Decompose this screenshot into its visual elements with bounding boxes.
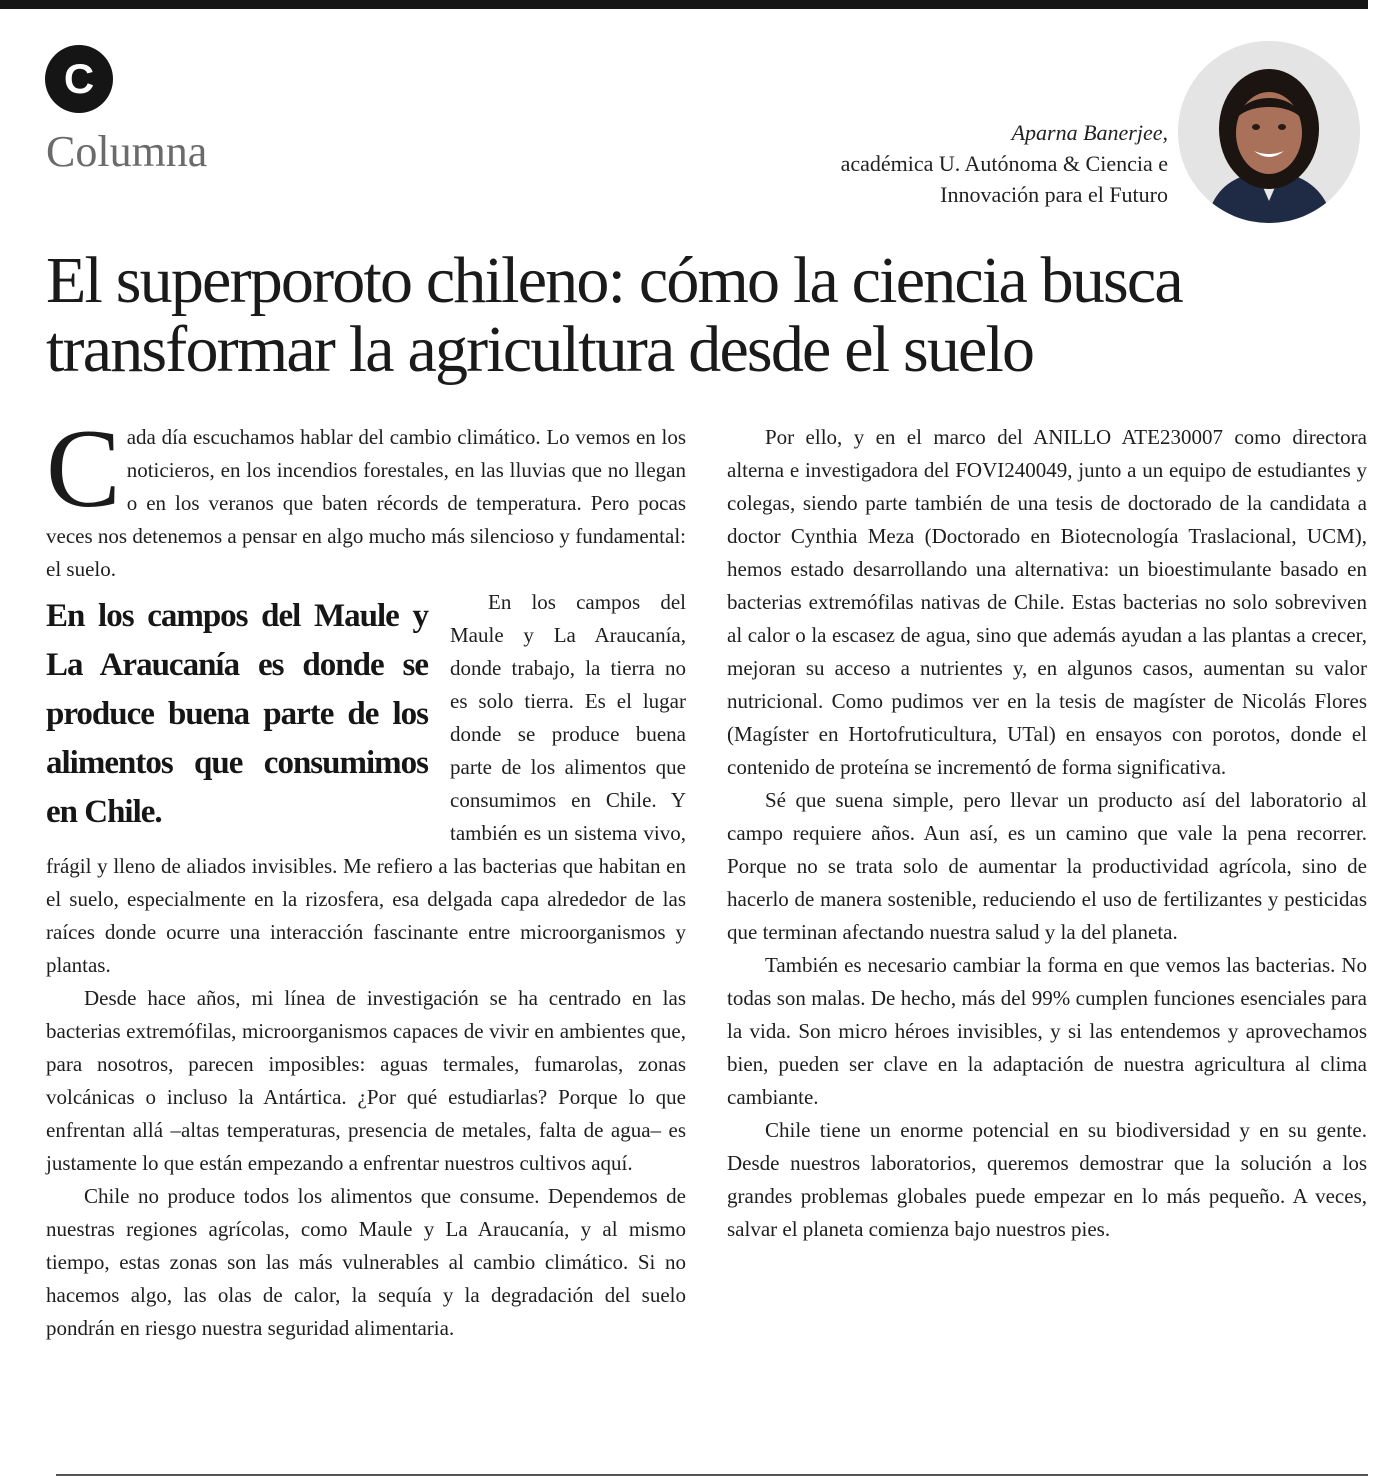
section-label: Columna — [46, 127, 208, 176]
article-column-left — [46, 407, 686, 1345]
author-photo — [1178, 41, 1360, 223]
author-role-line1: académica U. Autónoma & Ciencia e — [840, 151, 1168, 176]
paragraph-7: También es necesario cambiar la forma en que vemos las bacterias. No todas son malas. De hecho, más del 99% cumplen funciones esenciales para la vida. Son micro héroes invisibles, y si las entendemos y aprovechamos bien, pueden ser clave en la adaptación de nuestra agricultura al clima cambiante. — [727, 953, 1367, 1109]
drop-cap: C — [46, 407, 121, 531]
section-badge — [45, 45, 113, 113]
bottom-rule — [56, 1474, 1368, 1476]
paragraph-1 — [46, 407, 686, 586]
paragraph-6: Sé que suena simple, pero llevar un producto así del laboratorio al campo requiere años. Aun así, es un camino que vale la pena recorrer. Porque no se trata solo de aumentar la productividad agrícola, sino de hacerlo de manera sostenible, reduciendo el uso de fertilizantes y pesticidas que terminan afectando nuestra salud y la del planeta. — [727, 788, 1367, 944]
author-byline — [841, 117, 1168, 210]
author-name: Aparna Banerjee, — [1011, 120, 1168, 145]
article-column-right — [727, 421, 1367, 1246]
paragraph-8: Chile tiene un enorme potencial en su biodiversidad y en su gente. Desde nuestros laboratorios, queremos demostrar que la solución a los grandes problemas globales puede empezar en lo más pequeño. A veces, salvar el planeta comienza bajo nuestros pies. — [727, 1118, 1367, 1241]
paragraph-3: Desde hace años, mi línea de investigación se ha centrado en las bacterias extremófilas, microorganismos capaces de vivir en ambientes que, para nosotros, parecen imposibles: aguas termales, fumarolas, zonas volcánicas o incluso la Antártica. ¿Por qué estudiarlas? Porque lo que enfrentan allá –altas temperaturas, presencia de metales, falta de agua– es justamente lo que están empezando a enfrentar nuestros cultivos aquí. — [46, 986, 686, 1175]
paragraph-5: Por ello, y en el marco del ANILLO ATE230007 como directora alterna e investigadora del FOVI240049, junto a un equipo de estudiantes y colegas, siendo parte también de una tesis de doctorado de la candidata a doctor Cynthia Meza (Doctorado en Biotecnología Traslacional, UCM), hemos estado desarrollando una alternativa: un bioestimulante basado en bacterias extremófilas nativas de Chile. Estas bacterias no solo sobreviven al calor o la escasez de agua, sino que además ayudan a las plantas a crecer, mejoran su acceso a nutrientes y, en algunos casos, aumentan su valor nutricional. Como pudimos ver en la tesis de magíster de Nicolás Flores (Magíster en Hortofruticultura, UTal) en ensayos con porotos, donde el contenido de proteína se incrementó de forma significativa. — [727, 425, 1367, 779]
paragraph-1-text: ada día escuchamos hablar del cambio climático. Lo vemos en los noticieros, en los incendios forestales, en las lluvias que no llegan o en los veranos que baten récords de temperatura. Pero pocas veces nos detenemos a pensar en algo mucho más silencioso y fundamental: el suelo. — [46, 425, 686, 581]
section-badge-letter: C — [63, 55, 95, 102]
paragraph-4: Chile no produce todos los alimentos que consume. Dependemos de nuestras regiones agrícolas, como Maule y La Araucanía, y al mismo tiempo, estas zonas son las más vulnerables al cambio climático. Si no hacemos algo, las olas de calor, la sequía y la degradación del suelo pondrán en riesgo nuestra seguridad alimentaria. — [46, 1184, 686, 1340]
top-rule — [0, 0, 1368, 9]
headline: El superporoto chileno: cómo la ciencia busca transformar la agricultura desde el suelo — [46, 244, 1182, 386]
pull-quote: En los campos del Maule y La Araucanía es donde se produce buena parte de los alimentos que consumimos en Chile. — [46, 598, 428, 830]
paragraph-2: En los campos del Maule y La Araucanía, donde trabajo, la tierra no es solo tierra. Es el lugar donde se produce buena parte de los alimentos que consumimos en Chile. Y también es un sistema vivo, frágil y lleno de aliados invisibles. Me refiero a las bacterias que habitan en el suelo, especialmente en la rizosfera, esa delgada capa alrededor de las raíces donde ocurre una interacción fascinante entre microorganismos y plantas. — [46, 590, 686, 977]
author-role-line2: Innovación para el Futuro — [940, 182, 1168, 207]
